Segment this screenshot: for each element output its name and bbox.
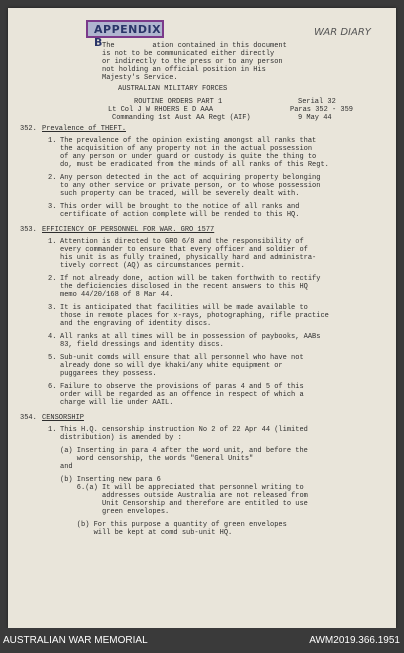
section-352-item-text: certificate of action complete will be rended to this HQ. (60, 211, 300, 219)
section-352-item-text: of any person or under guard or custody is quite the thing to (60, 153, 317, 161)
section-353-item-text: It is anticipated that facilities will be made available to (60, 304, 308, 312)
section-352-item-text: The prevalence of the opinion existing amongst all ranks that (60, 137, 317, 145)
section-352-item-number: 2. (48, 174, 57, 182)
war-diary-annotation: WAR DIARY (314, 27, 371, 38)
section-354-number: 354. (20, 414, 37, 422)
document-page (8, 8, 396, 628)
section-354-item-text: word censorship, the words "General Units" (60, 455, 254, 463)
section-352-item-number: 1. (48, 137, 57, 145)
section-353-item-number: 2. (48, 275, 57, 283)
section-353-item-text: Failure to observe the provisions of paras 4 and 5 of this (60, 383, 304, 391)
section-352-item-number: 3. (48, 203, 57, 211)
section-352-number: 352. (20, 125, 37, 133)
section-352-item-text: such property can be traced, will be severely dealt with. (60, 190, 300, 198)
confidentiality-notice-line: not holding an official position in His (102, 66, 266, 74)
section-353-heading: EFFICIENCY OF PERSONNEL FOR WAR. GRO 1577 (42, 226, 215, 234)
command-line: Commanding 1st Aust AA Regt (AIF) (112, 114, 251, 122)
section-353-item-text: the deficiencies disclosed in the recent answers to this HQ (60, 283, 308, 291)
section-354-item-number: 1. (48, 426, 57, 434)
serial-number: Serial 32 (298, 98, 336, 106)
section-354-item-text: (b) For this purpose a quantity of green envelopes (60, 521, 287, 529)
section-353-number: 353. (20, 226, 37, 234)
section-352-item-text: the acquisition of any property not in the actual possession (60, 145, 313, 153)
section-353-item-text: Attention is directed to GRO 6/8 and the responsibility of (60, 238, 304, 246)
section-353-item-text: 83, field dressings and identity discs. (60, 341, 224, 349)
document-title: AUSTRALIAN MILITARY FORCES (118, 85, 228, 93)
section-354-item-text: distribution) is amended by : (60, 434, 182, 442)
section-354-item-text: addresses outside Australia are not released from (60, 492, 308, 500)
section-353-item-number: 6. (48, 383, 57, 391)
section-353-item-text: All ranks at all times will be in possession of paybooks, AABs (60, 333, 321, 341)
section-352-item-text: Any person detected in the act of acquiring property belonging (60, 174, 321, 182)
footer-institution: AUSTRALIAN WAR MEMORIAL (3, 635, 148, 646)
confidentiality-notice-line: or indirectly to the press or to any person (102, 58, 283, 66)
section-353-item-number: 3. (48, 304, 57, 312)
section-353-item-text: his unit is as fully trained, physically hard and administra- (60, 254, 317, 262)
confidentiality-notice-line: Majesty's Service. (102, 74, 178, 82)
document-subtitle: ROUTINE ORDERS PART 1 (134, 98, 223, 106)
section-354-item-text: green envelopes. (60, 508, 170, 516)
section-353-item-number: 5. (48, 354, 57, 362)
footer-bar (0, 628, 404, 653)
section-352-item-text: This order will be brought to the notice of all ranks and (60, 203, 300, 211)
appendix-label: APPENDIX B (94, 23, 162, 49)
section-354-item-text: and (60, 463, 73, 471)
appendix-stamp (86, 20, 164, 49)
section-354-item-text: (b) Inserting new para 6 (60, 476, 161, 484)
section-353-item-number: 1. (48, 238, 57, 246)
section-354-heading: CENSORSHIP (42, 414, 85, 422)
section-354-item-text: (a) Inserting in para 4 after the word unit, and before the (60, 447, 308, 455)
commanding-officer: Lt Col J W RHOERS E D AAA (108, 106, 214, 114)
section-353-item-text: and the engraving of identity discs. (60, 320, 212, 328)
order-date: 9 May 44 (298, 114, 332, 122)
section-353-item-text: already done so will dye khaki/any white equipment or (60, 362, 283, 370)
section-353-item-text: Sub-unit comds will ensure that all personnel who have not (60, 354, 304, 362)
section-352-heading: Prevalence of THEFT. (42, 125, 127, 133)
section-354-item-text: 6.(a) It will be appreciated that personnel writing to (60, 484, 304, 492)
footer-accession-number: AWM2019.366.1951 (309, 635, 400, 646)
section-354-item-text: will be kept at comd sub-unit HQ. (60, 529, 233, 537)
section-353-item-text: those in remote places for x-rays, photographing, rifle practice (60, 312, 329, 320)
confidentiality-notice-line: The ation contained in this document (102, 42, 287, 50)
section-352-item-text: to any other service or private person, or to whose possession (60, 182, 321, 190)
section-354-item-text: This H.Q. censorship instruction No 2 of 22 Apr 44 (limited (60, 426, 308, 434)
section-353-item-text: order will be regarded as an offence in respect of which a (60, 391, 304, 399)
confidentiality-notice-line: is not to be communicated either directly (102, 50, 275, 58)
section-353-item-number: 4. (48, 333, 57, 341)
section-353-item-text: charge will lie under AAIL. (60, 399, 174, 407)
paras-range: Paras 352 - 359 (290, 106, 354, 114)
section-353-item-text: tively correct (AQ) as circumstances permit. (60, 262, 245, 270)
section-353-item-text: puggarees they possess. (60, 370, 157, 378)
section-353-item-text: If not already done, action will be taken forthwith to rectify (60, 275, 321, 283)
section-352-item-text: do, must be eradicated from the minds of all ranks of this Regt. (60, 161, 329, 169)
section-354-item-text: Unit Censorship and therefore are entitled to use (60, 500, 308, 508)
section-353-item-text: memo 44/20/168 of 8 Mar 44. (60, 291, 174, 299)
section-353-item-text: every commander to ensure that every officer and soldier of (60, 246, 308, 254)
